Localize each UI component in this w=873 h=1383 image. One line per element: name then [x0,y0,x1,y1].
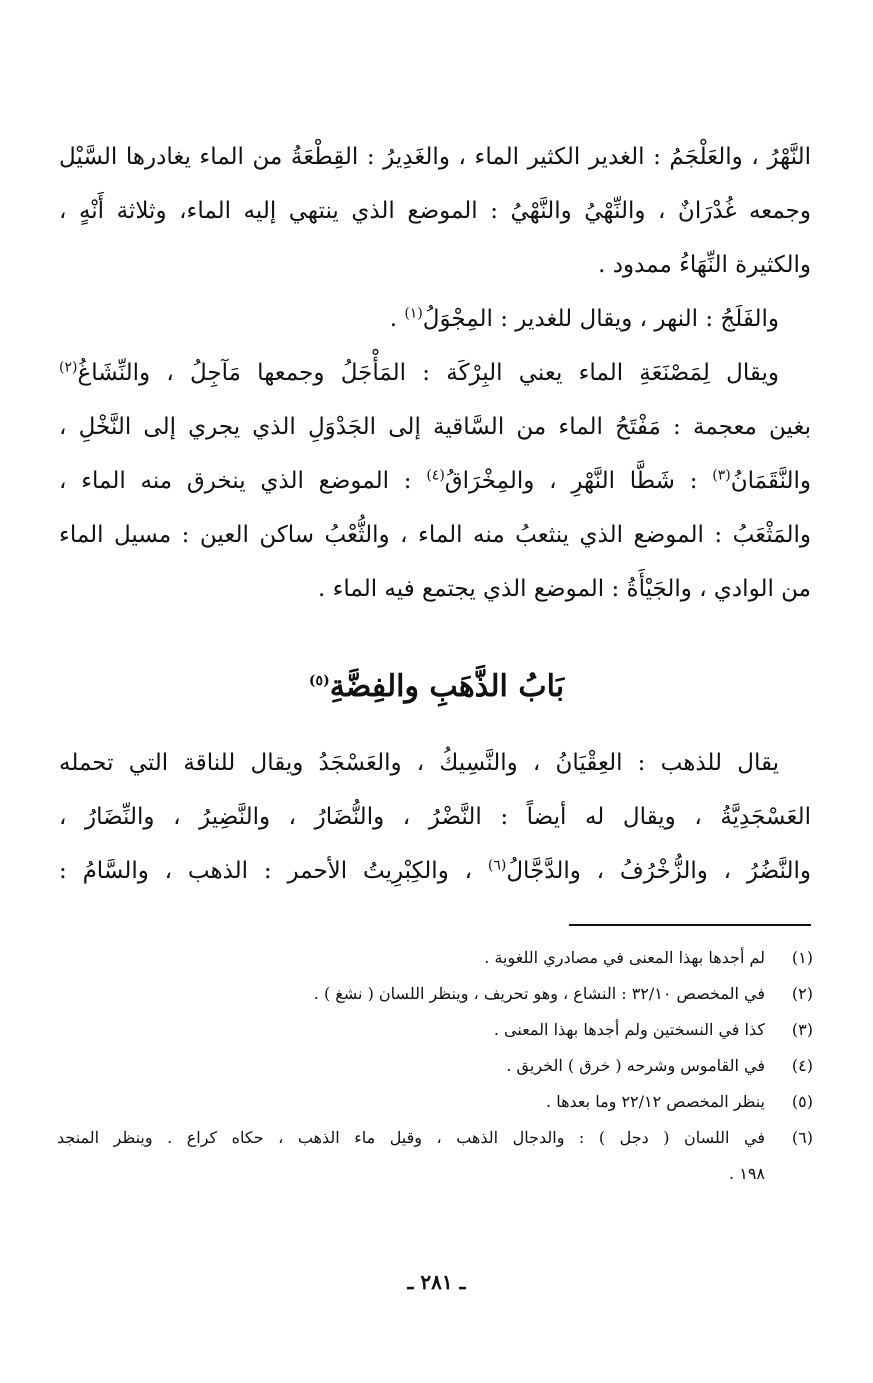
text-line: والكثيرة النِّهَاءُ ممدود . [598,252,811,278]
text-line: بغين معجمة : مَفْتَحُ الماء من السَّاقية إلى الجَدْوَلِ الذي يجري إلى النَّخْلِ ، [59,414,811,440]
text-line: النَّهْرُ ، والعَلْجَمُ : الغدير الكثير الماء ، والغَدِيرُ : القِطْعَةُ من الماء يغادرها السَّيْل [59,144,811,170]
footnote-ref-5: (٥) [308,673,330,689]
text-segment: والنَّضُرُ ، والزُّخْرُفُ ، والدَّجَّالُ [506,858,811,884]
footnote-text: في اللسان ( دجل ) : والدجال الذهب ، وقيل ماء الذهب ، حكاه كراع . وينظر المنجد [57,1128,765,1147]
section-heading [0,660,873,714]
footnote-text: في المخصص ٣٢/١٠ : النشاع ، وهو تحريف ، وينظر اللسان ( نشغ ) . [313,984,765,1003]
footnote [57,1048,813,1084]
footnotes [57,940,813,1192]
text-segment: : الموضع الذي ينخرق منه الماء ، [59,468,427,494]
footnote [57,1012,813,1048]
footnote [57,1120,813,1156]
text-segment: . [389,306,405,332]
text-line: والمَثْعَبُ : الموضع الذي ينثعبُ منه الماء ، والثُّعْبُ ساكن العين : مسيل الماء [59,522,811,548]
text-line: وجمعه غُدْرَانٌ ، والنِّهْيُ والنَّهْيُ : الموضع الذي ينتهي إليه الماء، وثلاثة أَنْهٍ ، [59,198,811,224]
footnote-divider [569,924,811,926]
main-text [59,130,811,616]
text-segment: والنَّقَمَانُ [730,468,811,494]
footnote-ref-4: (٤) [426,467,445,484]
text-line [59,454,811,508]
footnote-number: (٦) [791,1128,813,1147]
footnote-ref-6: (٦) [487,857,507,874]
footnote [57,940,813,976]
footnote-number: (١) [791,948,813,967]
footnote-number: (٤) [791,1056,813,1075]
footnote [57,1084,813,1120]
text-segment: : شَطَّا النَّهْرِ ، والمِخْرَاقُ [444,468,713,494]
footnote-ref-3: (٣) [712,467,731,484]
text-segment: ويقال لِمَصْنَعَةِ الماء يعني البِرْكَة : المَأْجَلُ وجمعها مَآجِلُ ، والنِّشَاغُ [77,360,779,386]
footnote-number: (٣) [791,1020,813,1039]
footnote-number: (٥) [791,1092,813,1111]
text-line [59,844,811,898]
text-segment: والفَلَجُ : النهر ، ويقال للغدير : المِجْوَلُ [422,306,779,332]
page-number: ـ ٢٨١ ـ [407,1270,466,1294]
text-line [59,346,811,400]
footnote-text: كذا في النسختين ولم أجدها بهذا المعنى . [493,1020,765,1039]
footnote-number: (٢) [791,984,813,1003]
text-line [59,292,811,346]
text-line: العَسْجَدِيَّةُ ، ويقال له أيضاً : النَّضْرُ ، والنُّضَارُ ، والنَّضِيرُ ، والنِّضَارُ ، [59,804,811,830]
footnote-continuation: ١٩٨ . [729,1164,765,1183]
footnote [57,976,813,1012]
text-line: يقال للذهب : العِقْيَانُ ، والنَّسِيكُ ، والعَسْجَدُ ويقال للناقة التي تحمله [59,750,779,776]
footnote-text: لم أجدها بهذا المعنى في مصادري اللغوية . [484,948,765,967]
text-line: من الوادي ، والجَيْأَةُ : الموضع الذي يجتمع فيه الماء . [317,576,811,602]
footnote-ref-1: (١) [404,305,423,322]
section-text [59,736,811,898]
heading-text: بَابُ الذَّهَبِ والفِضَّةِ [329,669,565,704]
footnote-text: في القاموس وشرحه ( خرق ) الخريق . [506,1056,765,1075]
footnote-text: ينظر المخصص ٢٢/١٢ وما بعدها . [546,1092,765,1111]
text-segment: ، والكِبْرِيتُ الأحمر : الذهب ، والسَّامُ : [59,858,488,884]
footnote-ref-2: (٢) [59,359,78,376]
